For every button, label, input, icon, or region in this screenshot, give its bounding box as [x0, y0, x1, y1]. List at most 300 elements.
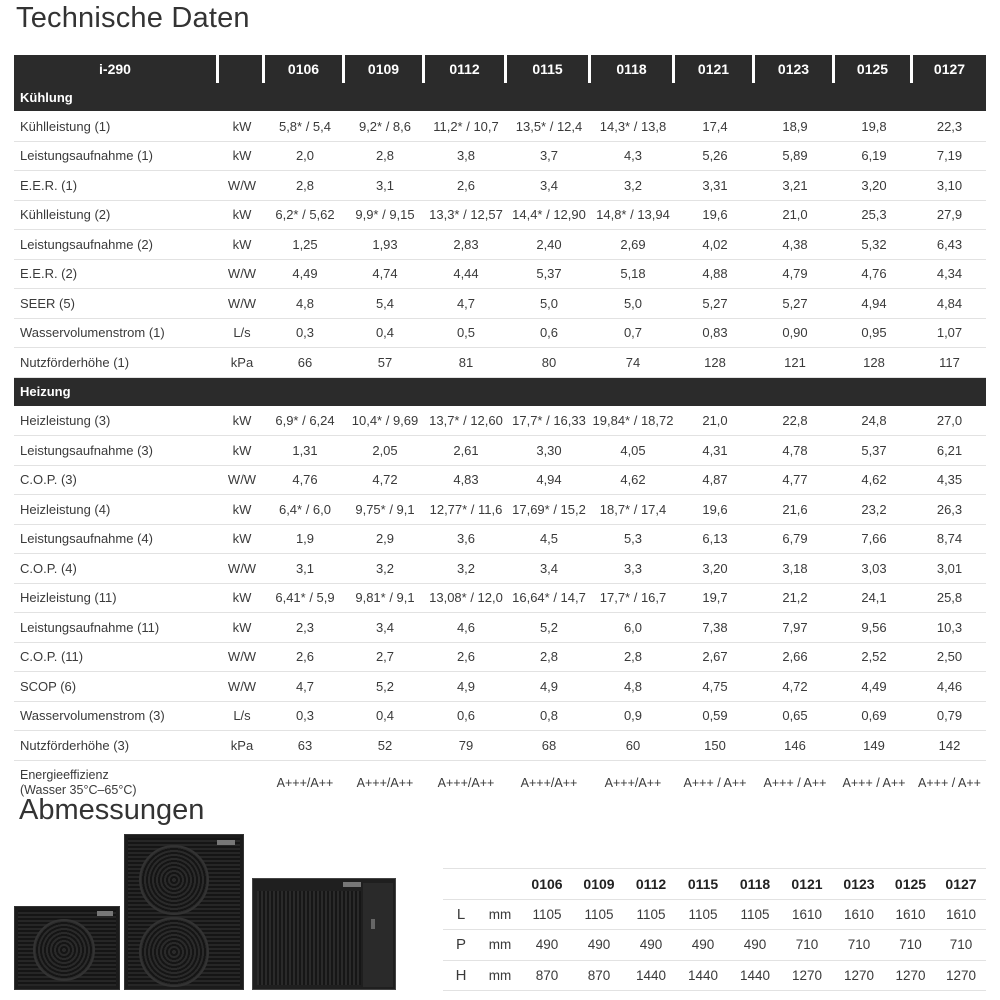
energy-label-line1: Energieeffizienz: [20, 767, 109, 782]
row-label: Leistungsaufnahme (3): [14, 436, 219, 466]
row-label: Leistungsaufnahme (11): [14, 613, 219, 643]
table-cell: 19,6: [675, 201, 755, 231]
model-column-header: 0115: [507, 55, 591, 83]
table-cell: 146: [755, 731, 835, 761]
table-cell: 1,25: [265, 230, 345, 260]
dimensions-row: [443, 960, 986, 991]
table-cell: 9,75* / 9,1: [345, 495, 425, 525]
table-cell: 19,8: [835, 112, 913, 142]
table-cell: 7,66: [835, 525, 913, 555]
table-cell: 6,79: [755, 525, 835, 555]
table-row: [14, 289, 986, 319]
table-cell: 4,8: [265, 289, 345, 319]
table-row: [14, 554, 986, 584]
table-cell: 24,1: [835, 584, 913, 614]
table-cell: 24,8: [835, 407, 913, 437]
table-cell: 60: [591, 731, 675, 761]
table-cell: 5,37: [835, 436, 913, 466]
tech-data-table: [14, 55, 986, 805]
dimensions-row: [443, 899, 986, 930]
table-cell: 4,5: [507, 525, 591, 555]
row-label: E.E.R. (2): [14, 260, 219, 290]
dimensions-model-header: 0112: [625, 869, 677, 900]
table-cell: 0,83: [675, 319, 755, 349]
heat-pump-large-image: [124, 834, 244, 990]
dimension-cell: 1105: [521, 899, 573, 930]
table-cell: 4,74: [345, 260, 425, 290]
table-cell: 0,8: [507, 702, 591, 732]
table-row: [14, 171, 986, 201]
table-cell: 4,72: [345, 466, 425, 496]
dimension-label: H: [443, 960, 479, 991]
table-cell: 0,6: [507, 319, 591, 349]
dimension-cell: 1440: [625, 960, 677, 991]
table-cell: 2,40: [507, 230, 591, 260]
dimensions-row: [443, 930, 986, 961]
table-row: [14, 613, 986, 643]
energy-cell: A+++ / A++: [842, 775, 906, 790]
row-unit: W/W: [219, 260, 265, 290]
section-title: Heizung: [14, 378, 986, 407]
table-cell: 1,9: [265, 525, 345, 555]
heat-pump-small-image: [14, 906, 120, 990]
table-cell: 19,7: [675, 584, 755, 614]
table-cell: 2,61: [425, 436, 507, 466]
row-unit: L/s: [219, 702, 265, 732]
row-unit: L/s: [219, 319, 265, 349]
table-row: [14, 436, 986, 466]
table-cell: 9,56: [835, 613, 913, 643]
row-unit: kW: [219, 201, 265, 231]
table-cell: 4,76: [265, 466, 345, 496]
table-cell: 4,31: [675, 436, 755, 466]
row-unit: W/W: [219, 554, 265, 584]
table-cell: 3,7: [507, 142, 591, 172]
table-cell: 52: [345, 731, 425, 761]
table-cell: 2,0: [265, 142, 345, 172]
row-unit: W/W: [219, 171, 265, 201]
table-cell: 21,0: [755, 201, 835, 231]
table-cell: 17,69* / 15,2: [507, 495, 591, 525]
dimension-cell: 1610: [833, 899, 885, 930]
table-cell: 5,26: [675, 142, 755, 172]
table-cell: 2,69: [591, 230, 675, 260]
model-column-header: 0106: [265, 55, 345, 83]
table-cell: 149: [835, 731, 913, 761]
table-cell: 121: [755, 348, 835, 378]
table-cell: 3,2: [591, 171, 675, 201]
table-row: [14, 201, 986, 231]
table-row: [14, 584, 986, 614]
table-cell: 63: [265, 731, 345, 761]
table-cell: 3,1: [345, 171, 425, 201]
dimension-cell: 1105: [729, 899, 781, 930]
table-cell: 4,88: [675, 260, 755, 290]
energy-label-line2: (Wasser 35°C–65°C): [20, 782, 137, 797]
row-unit: kW: [219, 613, 265, 643]
unit-header: [219, 55, 265, 83]
table-cell: 10,3: [913, 613, 986, 643]
table-row: [14, 525, 986, 555]
table-cell: 6,13: [675, 525, 755, 555]
table-cell: 3,1: [265, 554, 345, 584]
table-cell: 19,84* / 18,72: [591, 407, 675, 437]
table-row: [14, 348, 986, 378]
table-cell: 128: [835, 348, 913, 378]
table-row: [14, 407, 986, 437]
table-header-row: [14, 55, 986, 83]
table-cell: 4,6: [425, 613, 507, 643]
table-cell: 0,5: [425, 319, 507, 349]
table-cell: 2,8: [507, 643, 591, 673]
table-cell: 3,20: [835, 171, 913, 201]
dimension-cell: 710: [781, 930, 833, 961]
table-cell: 68: [507, 731, 591, 761]
dimensions-model-header: 0109: [573, 869, 625, 900]
table-cell: 2,3: [265, 613, 345, 643]
table-row: [14, 643, 986, 673]
table-cell: 3,4: [507, 554, 591, 584]
table-row: [14, 466, 986, 496]
table-cell: 81: [425, 348, 507, 378]
dimension-cell: 1270: [885, 960, 936, 991]
table-cell: 6,21: [913, 436, 986, 466]
energy-cell: A+++ / A++: [683, 775, 747, 790]
table-cell: 2,8: [591, 643, 675, 673]
heat-pump-wide-image: [252, 878, 396, 990]
table-cell: 3,03: [835, 554, 913, 584]
row-label: Kühlleistung (2): [14, 201, 219, 231]
table-cell: 2,6: [425, 171, 507, 201]
row-label: E.E.R. (1): [14, 171, 219, 201]
table-cell: 5,2: [507, 613, 591, 643]
table-cell: 3,2: [345, 554, 425, 584]
energy-cell: A+++/A++: [604, 775, 662, 790]
table-cell: 9,81* / 9,1: [345, 584, 425, 614]
table-row: [14, 142, 986, 172]
table-cell: 18,7* / 17,4: [591, 495, 675, 525]
table-cell: 6,9* / 6,24: [265, 407, 345, 437]
table-cell: 3,2: [425, 554, 507, 584]
table-cell: 2,83: [425, 230, 507, 260]
table-cell: 3,4: [507, 171, 591, 201]
table-cell: 4,79: [755, 260, 835, 290]
dimension-cell: 490: [625, 930, 677, 961]
row-unit: kW: [219, 436, 265, 466]
energy-cell: A+++ / A++: [763, 775, 827, 790]
dimension-unit: mm: [479, 899, 521, 930]
table-cell: 0,90: [755, 319, 835, 349]
table-cell: 66: [265, 348, 345, 378]
table-row: [14, 319, 986, 349]
model-column-header: 0112: [425, 55, 507, 83]
row-unit: W/W: [219, 466, 265, 496]
table-cell: 18,9: [755, 112, 835, 142]
table-cell: 142: [913, 731, 986, 761]
table-cell: 4,8: [591, 672, 675, 702]
table-cell: 7,19: [913, 142, 986, 172]
row-unit: W/W: [219, 672, 265, 702]
table-cell: 0,4: [345, 702, 425, 732]
dimensions-model-header: 0115: [677, 869, 729, 900]
table-cell: 7,97: [755, 613, 835, 643]
row-label: Leistungsaufnahme (4): [14, 525, 219, 555]
table-cell: 3,8: [425, 142, 507, 172]
page-title: Technische Daten: [16, 2, 250, 34]
table-cell: 9,2* / 8,6: [345, 112, 425, 142]
row-unit: kW: [219, 230, 265, 260]
table-cell: 17,4: [675, 112, 755, 142]
table-cell: 21,0: [675, 407, 755, 437]
dimension-cell: 1270: [781, 960, 833, 991]
table-cell: 5,37: [507, 260, 591, 290]
table-cell: 4,76: [835, 260, 913, 290]
table-cell: 4,38: [755, 230, 835, 260]
table-cell: 6,2* / 5,62: [265, 201, 345, 231]
dimension-cell: 710: [885, 930, 936, 961]
table-cell: 2,66: [755, 643, 835, 673]
row-label: SCOP (6): [14, 672, 219, 702]
dimensions-model-header: 0118: [729, 869, 781, 900]
table-cell: 5,27: [755, 289, 835, 319]
dimension-unit: mm: [479, 930, 521, 961]
dimensions-title: Abmessungen: [19, 794, 205, 826]
table-cell: 3,6: [425, 525, 507, 555]
table-cell: 74: [591, 348, 675, 378]
table-cell: 4,87: [675, 466, 755, 496]
table-cell: 22,8: [755, 407, 835, 437]
row-unit: kW: [219, 112, 265, 142]
table-cell: 4,3: [591, 142, 675, 172]
dimensions-model-header: 0123: [833, 869, 885, 900]
dimension-cell: 490: [573, 930, 625, 961]
table-cell: 4,78: [755, 436, 835, 466]
table-cell: 14,4* / 12,90: [507, 201, 591, 231]
table-cell: 5,89: [755, 142, 835, 172]
table-cell: 4,49: [835, 672, 913, 702]
row-unit: kW: [219, 407, 265, 437]
dimension-label: P: [443, 930, 479, 961]
table-cell: 3,20: [675, 554, 755, 584]
row-unit: W/W: [219, 289, 265, 319]
table-cell: 0,95: [835, 319, 913, 349]
table-cell: 13,3* / 12,57: [425, 201, 507, 231]
table-cell: 4,35: [913, 466, 986, 496]
model-header: i-290: [14, 55, 219, 83]
table-cell: 80: [507, 348, 591, 378]
dimension-cell: 1440: [729, 960, 781, 991]
model-column-header: 0118: [591, 55, 675, 83]
table-cell: 2,05: [345, 436, 425, 466]
table-cell: 5,0: [507, 289, 591, 319]
energy-cell: A+++/A++: [356, 775, 414, 790]
dimensions-model-header: 0106: [521, 869, 573, 900]
table-cell: 26,3: [913, 495, 986, 525]
table-cell: 5,27: [675, 289, 755, 319]
table-row: [14, 260, 986, 290]
table-cell: 25,3: [835, 201, 913, 231]
dimension-label: L: [443, 899, 479, 930]
table-cell: 4,02: [675, 230, 755, 260]
table-cell: 4,94: [507, 466, 591, 496]
dimension-cell: 1440: [677, 960, 729, 991]
dimension-cell: 870: [521, 960, 573, 991]
table-cell: 16,64* / 14,7: [507, 584, 591, 614]
row-unit: kW: [219, 584, 265, 614]
table-cell: 27,0: [913, 407, 986, 437]
table-cell: 8,74: [913, 525, 986, 555]
table-cell: 0,3: [265, 319, 345, 349]
energy-cell: A+++/A++: [437, 775, 495, 790]
row-label: Heizleistung (4): [14, 495, 219, 525]
model-column-header: 0127: [913, 55, 986, 83]
table-cell: 2,8: [345, 142, 425, 172]
table-cell: 2,6: [265, 643, 345, 673]
table-cell: 25,8: [913, 584, 986, 614]
table-cell: 17,7* / 16,7: [591, 584, 675, 614]
row-unit: kW: [219, 142, 265, 172]
dimension-cell: 1105: [573, 899, 625, 930]
row-label: Wasservolumenstrom (1): [14, 319, 219, 349]
dimension-cell: 490: [521, 930, 573, 961]
table-row: [14, 495, 986, 525]
section-title: Kühlung: [14, 83, 986, 112]
dimension-cell: 710: [936, 930, 986, 961]
dimension-cell: 490: [677, 930, 729, 961]
table-cell: 1,93: [345, 230, 425, 260]
row-unit: kPa: [219, 731, 265, 761]
table-cell: 4,05: [591, 436, 675, 466]
energy-cell: A+++ / A++: [918, 775, 981, 790]
table-cell: 4,49: [265, 260, 345, 290]
table-row: [14, 731, 986, 761]
section-header: [14, 83, 986, 112]
table-cell: 2,9: [345, 525, 425, 555]
energy-cell: A+++/A++: [276, 775, 334, 790]
table-cell: 3,30: [507, 436, 591, 466]
row-label: Kühlleistung (1): [14, 112, 219, 142]
table-cell: 4,7: [265, 672, 345, 702]
dimensions-model-header: 0125: [885, 869, 936, 900]
table-cell: 2,67: [675, 643, 755, 673]
table-row: [14, 672, 986, 702]
table-cell: 11,2* / 10,7: [425, 112, 507, 142]
table-cell: 5,18: [591, 260, 675, 290]
model-column-header: 0109: [345, 55, 425, 83]
table-cell: 0,59: [675, 702, 755, 732]
table-cell: 23,2: [835, 495, 913, 525]
table-cell: 5,3: [591, 525, 675, 555]
table-cell: 17,7* / 16,33: [507, 407, 591, 437]
table-cell: 6,4* / 6,0: [265, 495, 345, 525]
table-cell: 4,94: [835, 289, 913, 319]
table-cell: 5,4: [345, 289, 425, 319]
row-label: Heizleistung (3): [14, 407, 219, 437]
table-cell: 1,07: [913, 319, 986, 349]
dimension-cell: 1270: [936, 960, 986, 991]
table-cell: 5,8* / 5,4: [265, 112, 345, 142]
row-unit: kPa: [219, 348, 265, 378]
row-label: C.O.P. (4): [14, 554, 219, 584]
table-cell: 13,5* / 12,4: [507, 112, 591, 142]
table-cell: 5,32: [835, 230, 913, 260]
table-cell: 3,01: [913, 554, 986, 584]
table-cell: 4,62: [835, 466, 913, 496]
table-cell: 13,7* / 12,60: [425, 407, 507, 437]
table-cell: 3,10: [913, 171, 986, 201]
section-header: [14, 378, 986, 407]
table-cell: 1,31: [265, 436, 345, 466]
table-cell: 5,0: [591, 289, 675, 319]
table-cell: 79: [425, 731, 507, 761]
table-cell: 4,46: [913, 672, 986, 702]
table-cell: 4,44: [425, 260, 507, 290]
table-cell: 2,52: [835, 643, 913, 673]
row-label: C.O.P. (11): [14, 643, 219, 673]
table-cell: 4,9: [507, 672, 591, 702]
dimension-cell: 490: [729, 930, 781, 961]
table-cell: 3,31: [675, 171, 755, 201]
row-label: SEER (5): [14, 289, 219, 319]
dimensions-header-row: [443, 869, 986, 900]
row-label: Leistungsaufnahme (2): [14, 230, 219, 260]
table-cell: 2,7: [345, 643, 425, 673]
dimension-cell: 1105: [677, 899, 729, 930]
table-row: [14, 702, 986, 732]
dimensions-table: [443, 868, 986, 991]
table-cell: 3,4: [345, 613, 425, 643]
row-label: Leistungsaufnahme (1): [14, 142, 219, 172]
dimension-cell: 710: [833, 930, 885, 961]
table-cell: 4,9: [425, 672, 507, 702]
model-column-header: 0121: [675, 55, 755, 83]
table-cell: 6,43: [913, 230, 986, 260]
row-unit: kW: [219, 525, 265, 555]
table-cell: 117: [913, 348, 986, 378]
row-label: Nutzförderhöhe (1): [14, 348, 219, 378]
table-cell: 0,79: [913, 702, 986, 732]
table-cell: 4,62: [591, 466, 675, 496]
table-cell: 0,6: [425, 702, 507, 732]
table-cell: 150: [675, 731, 755, 761]
table-row: [14, 112, 986, 142]
table-row: [14, 230, 986, 260]
table-cell: 0,4: [345, 319, 425, 349]
row-unit: kW: [219, 495, 265, 525]
dimensions-model-header: 0121: [781, 869, 833, 900]
table-cell: 128: [675, 348, 755, 378]
table-cell: 6,0: [591, 613, 675, 643]
row-label: Heizleistung (11): [14, 584, 219, 614]
table-cell: 6,19: [835, 142, 913, 172]
table-cell: 2,50: [913, 643, 986, 673]
table-cell: 2,8: [265, 171, 345, 201]
table-cell: 2,6: [425, 643, 507, 673]
table-cell: 4,34: [913, 260, 986, 290]
table-cell: 14,8* / 13,94: [591, 201, 675, 231]
row-label: Wasservolumenstrom (3): [14, 702, 219, 732]
table-cell: 0,7: [591, 319, 675, 349]
table-cell: 5,2: [345, 672, 425, 702]
table-cell: 4,83: [425, 466, 507, 496]
table-cell: 7,38: [675, 613, 755, 643]
table-cell: 3,21: [755, 171, 835, 201]
table-cell: 13,08* / 12,0: [425, 584, 507, 614]
table-cell: 14,3* / 13,8: [591, 112, 675, 142]
table-cell: 4,77: [755, 466, 835, 496]
dimension-cell: 1610: [885, 899, 936, 930]
table-cell: 12,77* / 11,6: [425, 495, 507, 525]
